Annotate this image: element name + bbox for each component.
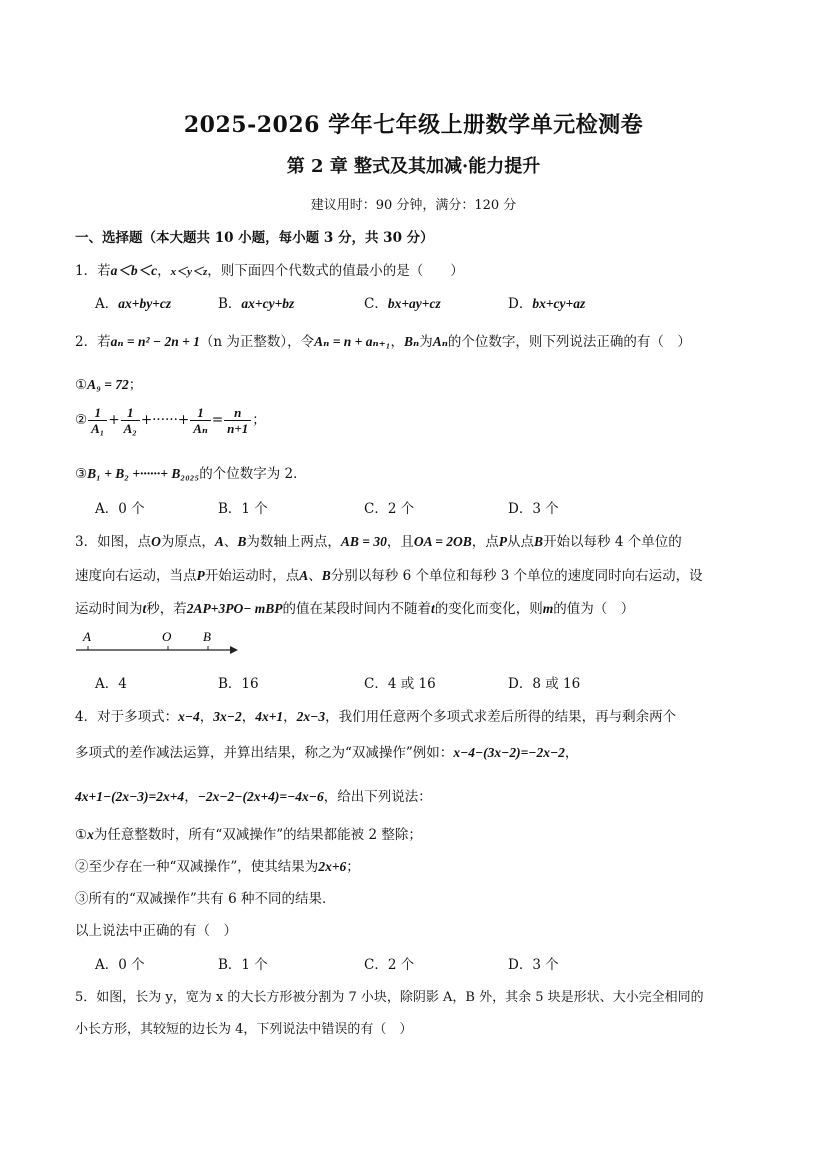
q2-option-c[interactable]: C．2 个 (364, 501, 415, 517)
q4-stem-line-2: 多项式的差作减法运算，并算出结果，称之为“双减操作”例如：x−4−(3x−2)=−2x−2， (75, 745, 579, 761)
q3-option-c[interactable]: C．4 或 16 (364, 676, 436, 692)
q4-statement-3: ③所有的“双减操作”共有 6 种不同的结果． (75, 891, 336, 907)
q3-option-d[interactable]: D．8 或 16 (508, 676, 581, 692)
label-a: A (83, 629, 91, 644)
q1-option-d[interactable]: D．bx+cy+az (508, 296, 586, 312)
q4-option-c[interactable]: C．2 个 (364, 957, 415, 973)
q4-stem-line-3: 4x+1−(2x−3)=2x+4，−2x−2−(2x+4)=−4x−6，给出下列说法： (75, 789, 432, 805)
q4-statement-2: ②至少存在一种“双减操作”，使其结果为2x+6； (75, 859, 360, 875)
q4-statement-1: ①x为任意整数时，所有“双减操作”的结果都能被 2 整除； (75, 827, 422, 843)
q4-question-prompt: 以上说法中正确的有（ ） (75, 923, 237, 939)
label-o: O (162, 629, 172, 644)
q1-option-b[interactable]: B．ax+cy+bz (218, 296, 295, 312)
q4-option-b[interactable]: B．1 个 (218, 957, 268, 973)
q2-option-b[interactable]: B．1 个 (218, 501, 268, 517)
q2-statement-1: ①A₉ = 72； (75, 377, 143, 393)
q3-stem-line-1: 3．如图，点O为原点，A、B为数轴上两点，AB = 30，且OA = 2OB，点P从点B开始以每秒 4 个单位的 (75, 534, 682, 550)
q1-stem: 1．若a＜b＜c，x＜y＜z，则下面四个代数式的值最小的是（ ） (75, 263, 464, 279)
q1-option-c[interactable]: C．bx+ay+cz (364, 296, 441, 312)
q5-stem-line-2: 小长方形，其较短的边长为 4，下列说法中错误的有（ ） (75, 1022, 413, 1037)
q3-stem-line-3: 运动时间为t秒，若2AP+3PO− mBP的值在某段时间内不随着t的变化而变化，则m的值为（ ） (75, 601, 635, 617)
q4-option-a[interactable]: A．0 个 (95, 957, 145, 973)
fraction-1-over-a2: $\frac{1}{\text{A₂}}$ (121, 405, 140, 436)
section-heading: 一、选择题（本大题共 10 小题，每小题 3 分，共 30 分） (75, 230, 434, 246)
chapter-subtitle: 第 2 章 整式及其加减·能力提升 (286, 156, 541, 177)
label-b: B (203, 629, 211, 644)
fraction-n-over-n-plus-1: $\frac{n}{n+1}$ (224, 405, 251, 436)
q2-statement-2: ② $\frac{1}{\text{A₁}}$ + $\frac{1}{\text{A₂}}$ +······+ $\frac{1}{\text{Aₙ}}$ = $\frac{n}{n+1}$ ； (75, 405, 266, 436)
page-title: 2025-2026 学年七年级上册数学单元检测卷 (183, 112, 644, 138)
fraction-1-over-a1: $\frac{1}{\text{A₁}}$ (88, 405, 107, 436)
q1-option-a[interactable]: A．ax+by+cz (95, 296, 172, 312)
q3-option-a[interactable]: A．4 (95, 676, 127, 692)
q2-option-a[interactable]: A．0 个 (95, 501, 145, 517)
q2-stem: 2．若aₙ = n² − 2n + 1（n 为正整数），令Aₙ = n + aₙ₊₁，Bₙ为Aₙ的个位数字，则下列说法正确的有（ ） (75, 334, 691, 350)
number-line-arrow (230, 646, 238, 654)
q3-option-b[interactable]: B．16 (218, 676, 259, 692)
exam-meta: 建议用时：90 分钟，满分：120 分 (310, 198, 517, 213)
fraction-1-over-an: $\frac{1}{\text{Aₙ}}$ (190, 405, 211, 436)
q2-option-d[interactable]: D．3 个 (508, 501, 559, 517)
number-line-figure (72, 625, 242, 659)
q5-stem-line-1: 5．如图，长为 y，宽为 x 的大长方形被分割为 7 小块，除阴影 A，B 外，其余 5 块是形状、大小完全相同的 (75, 990, 704, 1005)
q4-option-d[interactable]: D．3 个 (508, 957, 559, 973)
q2-statement-3: ③B₁ + B₂ +······+ B₂₀₂₅的个位数字为 2． (75, 466, 307, 482)
q3-stem-line-2: 速度向右运动，当点P开始运动时，点A、B分别以每秒 6 个单位和每秒 3 个单位的速度同时向右运动，设 (75, 568, 703, 584)
q4-stem-line-1: 4．对于多项式：x−4，3x−2，4x+1，2x−3，我们用任意两个多项式求差后所得的结果，再与剩余两个 (75, 709, 677, 725)
